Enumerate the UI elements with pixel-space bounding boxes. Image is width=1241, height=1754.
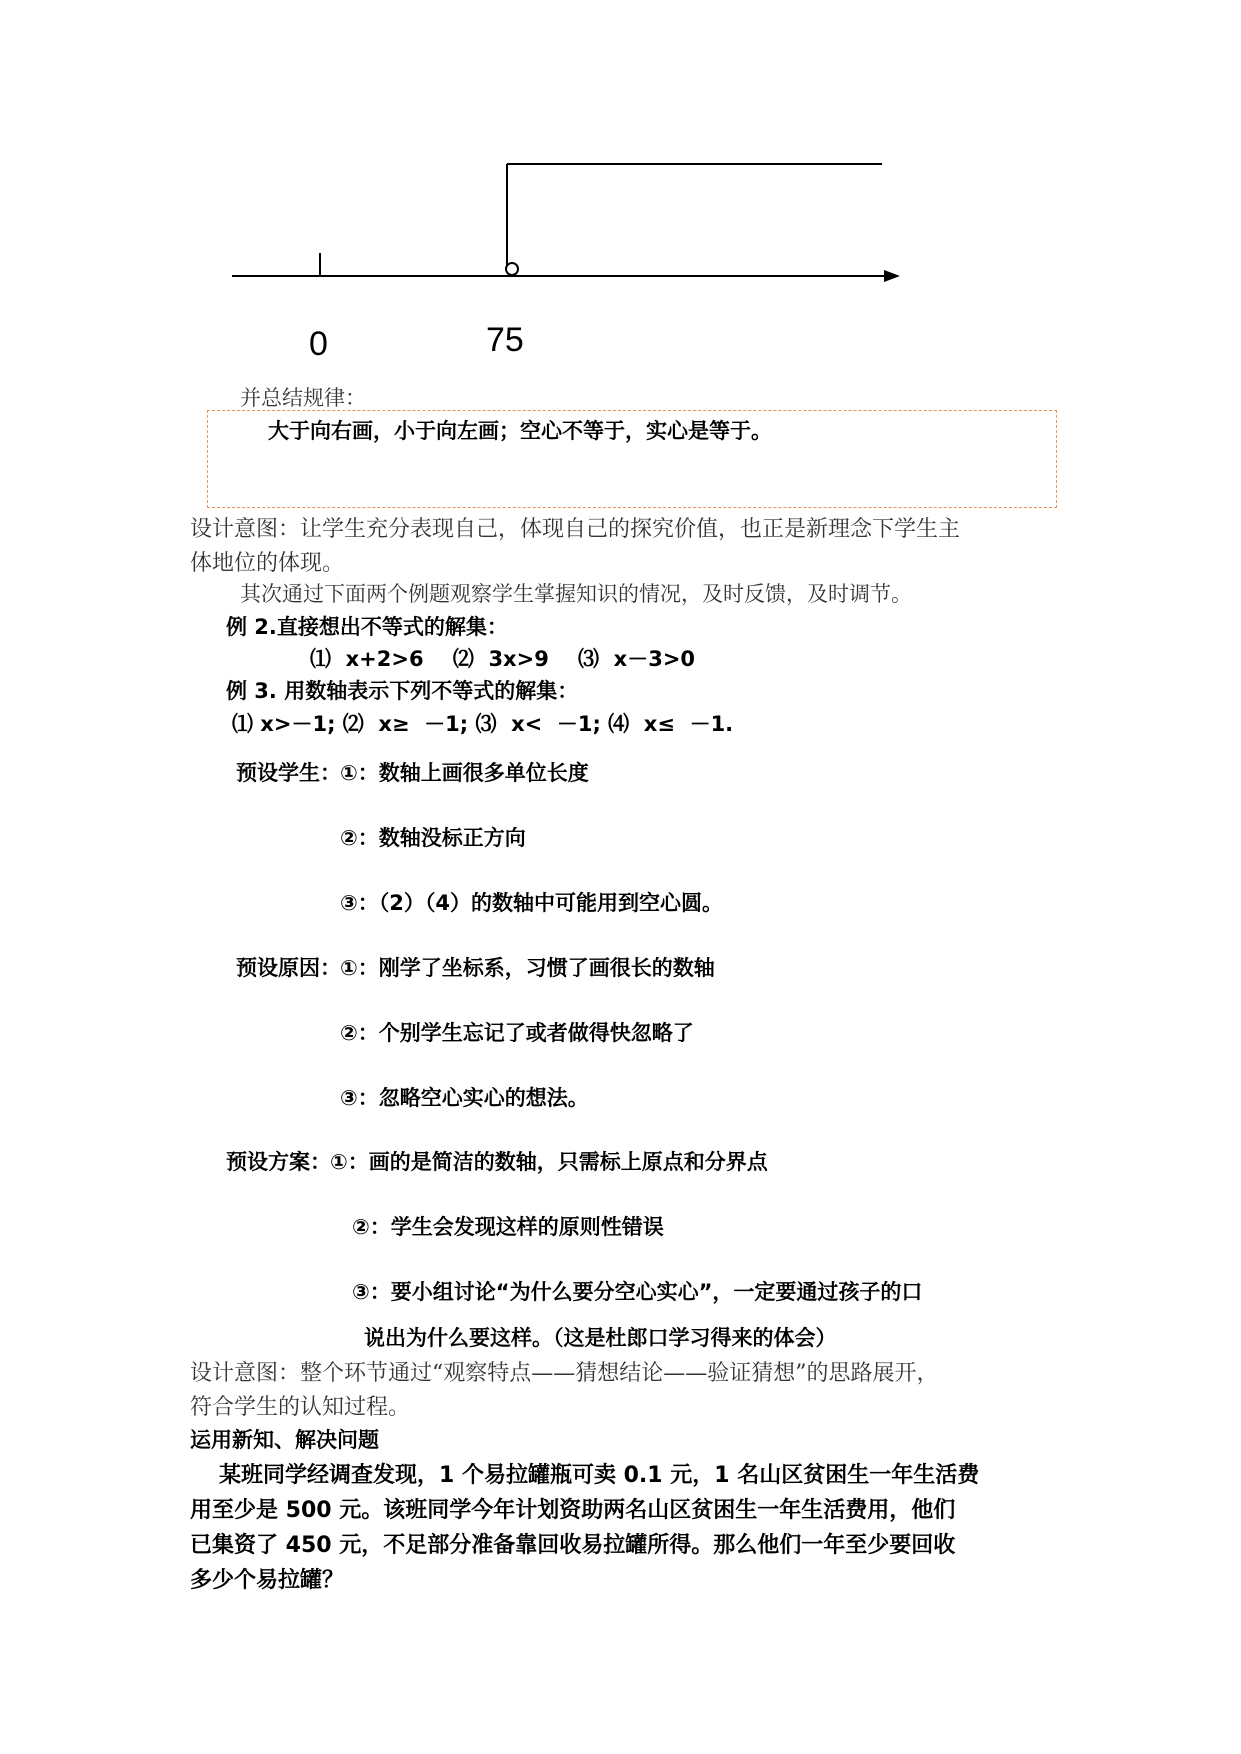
example-3-items: ⑴ x>－1; ⑵ x≥ －1; ⑶ x< －1; ⑷ x≤ －1. (232, 712, 734, 736)
section-heading: 运用新知、解决问题 (190, 1428, 379, 1452)
preset-plan-item-3: ③：要小组讨论“为什么要分空心实心”，一定要通过孩子的口 (352, 1280, 923, 1304)
axis-label-seventy-five: 75 (486, 321, 524, 359)
design-intent-2-line-1: 设计意图：整个环节通过“观察特点——猜想结论——验证猜想”的思路展开， (190, 1361, 939, 1386)
preset-plan-item-2: ②：学生会发现这样的原则性错误 (352, 1215, 664, 1239)
problem-line-4: 多少个易拉罐？ (190, 1568, 345, 1593)
design-intent-line-1: 设计意图：让学生充分表现自己，体现自己的探究价值，也正是新理念下学生主 (190, 517, 961, 542)
problem-line-3: 已集资了 450 元，不足部分准备靠回收易拉罐所得。那么他们一年至少要回收 (190, 1533, 956, 1558)
preset-students-label: 预设学生： (236, 761, 341, 785)
example-3-title: 例 3. 用数轴表示下列不等式的解集： (226, 679, 579, 703)
preset-plan-item-1: ①：画的是简洁的数轴，只需标上原点和分界点 (330, 1150, 768, 1174)
preset-plans-label: 预设方案： (226, 1150, 331, 1174)
preset-plan-continuation: 说出为什么要这样。（这是杜郎口学习得来的体会） (364, 1326, 837, 1350)
problem-line-1: 某班同学经调查发现，1 个易拉罐瓶可卖 0.1 元，1 名山区贫困生一年生活费 (219, 1463, 980, 1488)
axis-label-zero: 0 (309, 325, 328, 363)
example-2-title: 例 2.直接想出不等式的解集： (226, 615, 508, 639)
preset-student-item-2: ②：数轴没标正方向 (340, 826, 526, 850)
preset-reason-item-2: ②：个别学生忘记了或者做得快忽略了 (340, 1021, 694, 1045)
design-intent-2-line-2: 符合学生的认知过程。 (190, 1395, 411, 1420)
summary-intro: 并总结规律： (240, 386, 366, 410)
design-intent-line-2: 体地位的体现。 (190, 551, 345, 576)
problem-line-2: 用至少是 500 元。该班同学今年计划资助两名山区贫困生一年生活费用，他们 (190, 1498, 956, 1523)
preset-reason-item-3: ③：忽略空心实心的想法。 (340, 1086, 589, 1110)
number-line-diagram (0, 120, 1241, 420)
preset-student-item-3: ③：（2）（4）的数轴中可能用到空心圆。 (340, 891, 724, 915)
preset-reason-item-1: ①：刚学了坐标系，习惯了画很长的数轴 (340, 956, 715, 980)
next-paragraph: 其次通过下面两个例题观察学生掌握知识的情况，及时反馈，及时调节。 (240, 582, 912, 606)
preset-reasons-label: 预设原因： (236, 956, 341, 980)
preset-student-item-1: ①：数轴上画很多单位长度 (340, 761, 589, 785)
example-2-items: ⑴ x+2>6 ⑵ 3x>9 ⑶ x－3>0 (310, 647, 696, 671)
axis-arrow-icon (884, 270, 900, 282)
rule-text: 大于向右画，小于向左画；空心不等于，实心是等于。 (268, 419, 772, 443)
open-circle-icon (506, 263, 518, 275)
